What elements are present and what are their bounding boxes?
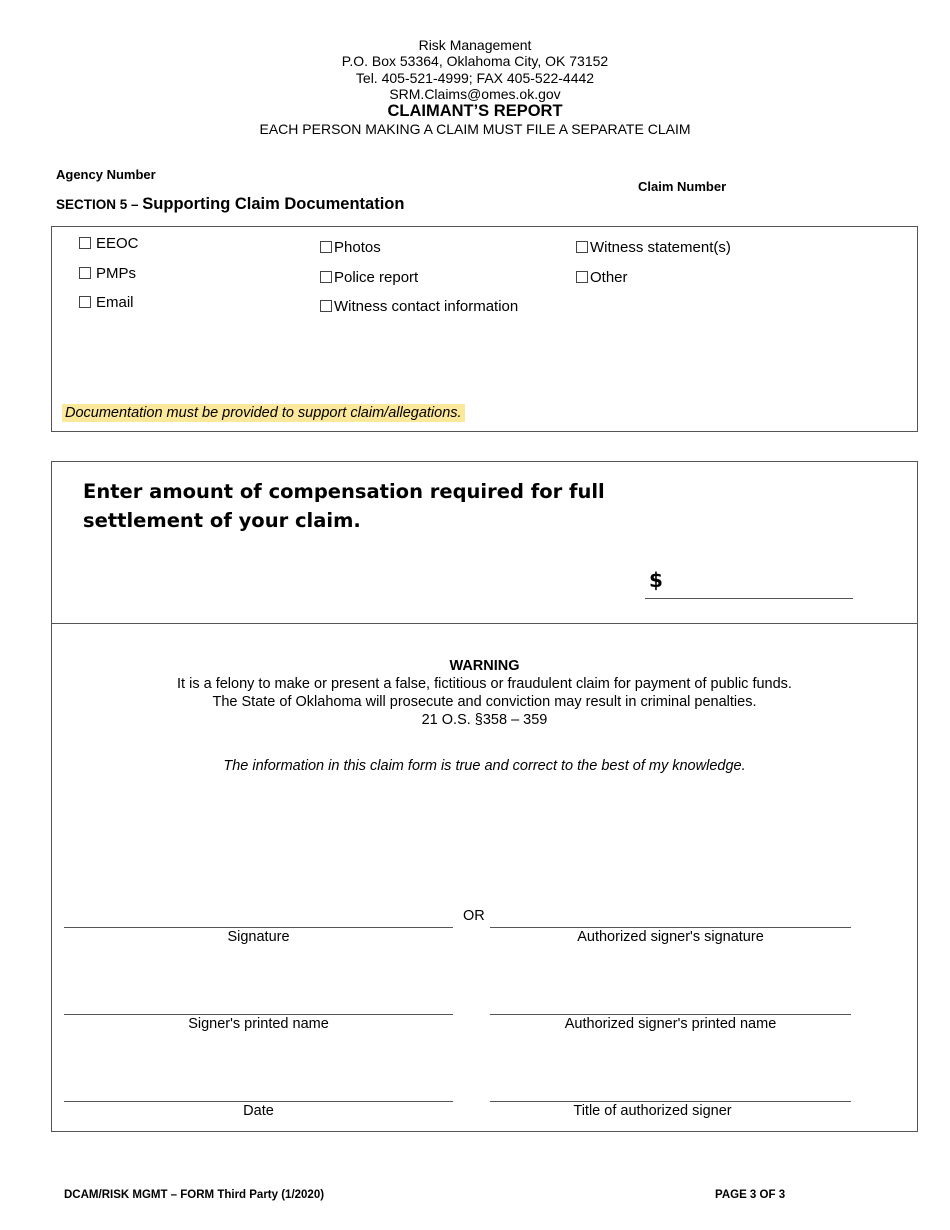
claim-number-label: Claim Number (638, 179, 727, 194)
section-divider (52, 623, 917, 624)
auth-title-line[interactable] (490, 1101, 851, 1102)
warning-block (52, 657, 917, 729)
auth-title-label: Title of authorized signer (573, 1103, 732, 1119)
checkbox-icon[interactable] (320, 271, 332, 283)
signature-line[interactable] (64, 927, 453, 928)
form-header (0, 37, 950, 137)
phone-fax: Tel. 405-521-4999; FAX 405-522-4442 (355, 69, 595, 86)
checkbox-icon[interactable] (320, 241, 332, 253)
documentation-box (51, 226, 918, 432)
checkbox-icon[interactable] (320, 300, 332, 312)
auth-signature-line[interactable] (490, 927, 851, 928)
compensation-line-1: Enter amount of compensation required for full (83, 480, 605, 503)
department-name: Risk Management (418, 37, 532, 53)
checkbox-icon[interactable] (79, 296, 91, 308)
checkbox-witness-statement[interactable] (576, 239, 731, 256)
printed-name-label: Signer's printed name (188, 1016, 329, 1032)
section-prefix: SECTION 5 – (56, 197, 139, 212)
warning-line-2: The State of Oklahoma will prosecute and conviction may result in criminal penalties. (212, 694, 757, 710)
checkbox-icon[interactable] (576, 271, 588, 283)
checkbox-pmps[interactable] (79, 265, 136, 282)
form-id-footer: DCAM/RISK MGMT – FORM Third Party (1/2020) (64, 1189, 325, 1201)
checkbox-witness-contact[interactable] (320, 298, 518, 315)
compensation-prompt (83, 477, 605, 535)
amount-input-line[interactable] (645, 598, 853, 599)
auth-printed-name-line[interactable] (490, 1014, 851, 1015)
checkbox-label: Email (96, 294, 134, 311)
checkbox-label: PMPs (96, 265, 137, 282)
checkbox-other[interactable] (576, 269, 628, 286)
checkbox-icon[interactable] (79, 267, 91, 279)
date-label: Date (243, 1103, 274, 1119)
signature-label: Signature (227, 929, 290, 945)
documentation-note: Documentation must be provided to support claim/allegations. (62, 404, 465, 422)
checkbox-icon[interactable] (79, 237, 91, 249)
compensation-and-signature-box (51, 461, 918, 1132)
mailing-address: P.O. Box 53364, Oklahoma City, OK 73152 (341, 53, 609, 70)
or-separator: OR (463, 908, 485, 924)
checkbox-photos[interactable] (320, 239, 381, 256)
checkbox-label: Police report (334, 269, 419, 286)
agency-number-label: Agency Number (56, 167, 156, 182)
section-5-heading (56, 195, 404, 214)
printed-name-line[interactable] (64, 1014, 453, 1015)
checkbox-eeoc[interactable] (79, 235, 139, 252)
checkbox-label: Witness statement(s) (590, 239, 731, 256)
checkbox-label: Witness contact information (334, 298, 519, 315)
warning-statute: 21 O.S. §358 – 359 (421, 712, 548, 728)
checkbox-label: EEOC (96, 235, 139, 252)
affirmation-text: The information in this claim form is true and correct to the best of my knowledge. (223, 758, 746, 774)
form-subtitle: EACH PERSON MAKING A CLAIM MUST FILE A SEPARATE CLAIM (259, 121, 691, 138)
auth-printed-name-label: Authorized signer's printed name (564, 1016, 777, 1032)
page-number-footer: PAGE 3 OF 3 (715, 1189, 786, 1201)
checkbox-label: Other (590, 269, 628, 286)
compensation-line-2: settlement of your claim. (83, 509, 361, 532)
warning-line-1: It is a felony to make or present a false, fictitious or fraudulent claim for payment of public funds. (177, 676, 792, 692)
checkbox-email[interactable] (79, 294, 134, 311)
dollar-sign: $ (649, 568, 663, 592)
checkbox-icon[interactable] (576, 241, 588, 253)
checkbox-police-report[interactable] (320, 269, 418, 286)
contact-email: SRM.Claims@omes.ok.gov (389, 85, 561, 102)
form-title: CLAIMANT’S REPORT (387, 102, 563, 121)
checkbox-label: Photos (334, 239, 381, 256)
section-title: Supporting Claim Documentation (142, 195, 405, 213)
date-line[interactable] (64, 1101, 453, 1102)
warning-title: WARNING (449, 658, 520, 674)
auth-signature-label: Authorized signer's signature (577, 929, 764, 945)
